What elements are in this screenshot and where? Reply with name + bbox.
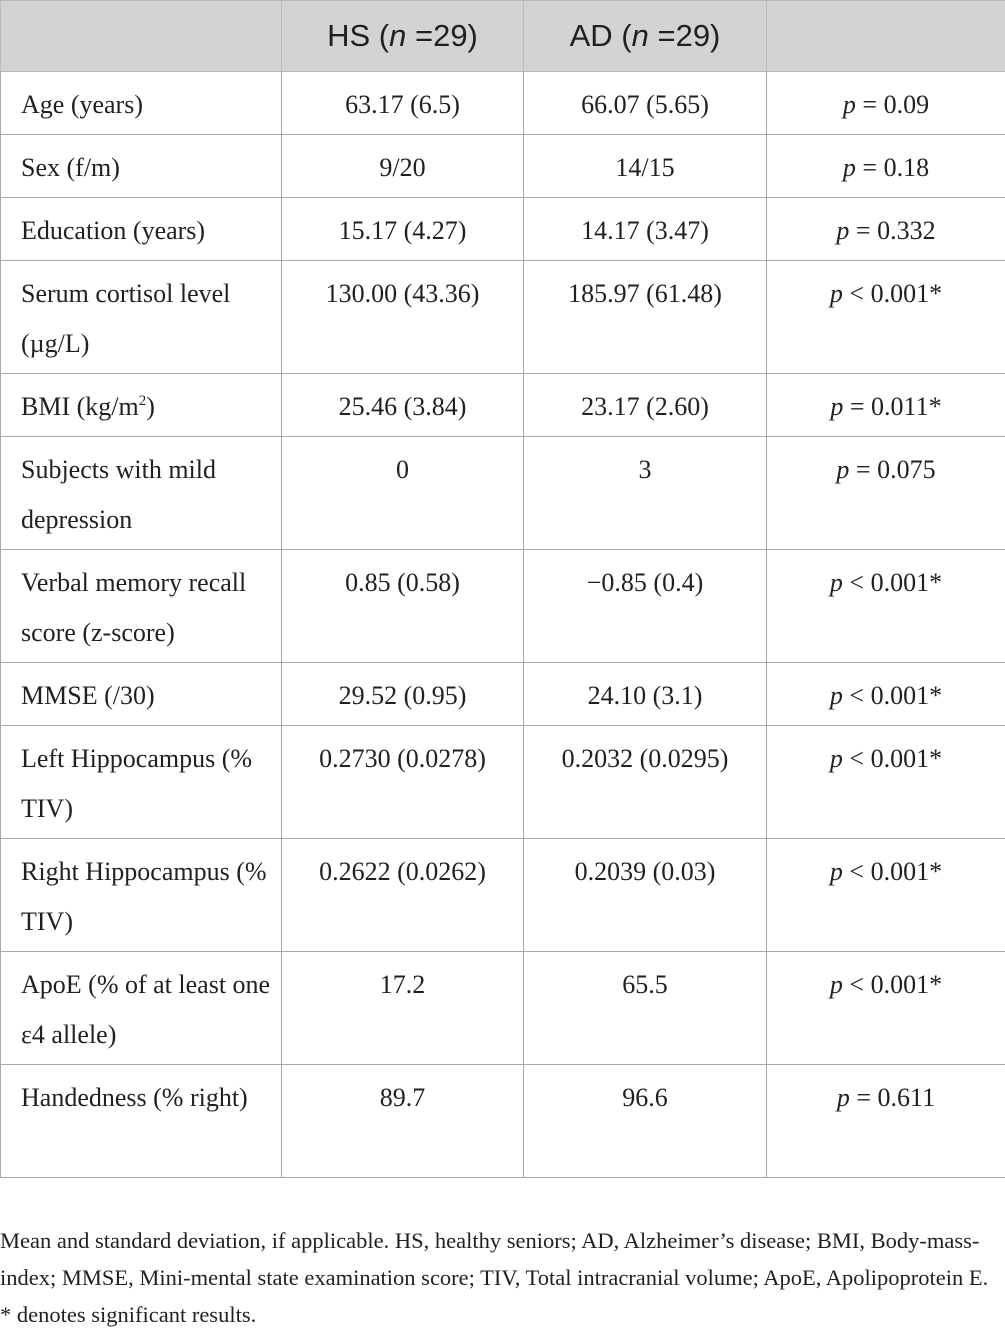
p-symbol: p <box>829 681 843 710</box>
row-label: Education (years) <box>1 198 282 261</box>
p-symbol: p <box>829 857 843 886</box>
row-label-text: BMI (kg/m <box>21 392 139 421</box>
row-label: Serum cortisol level (µg/L) <box>1 261 282 374</box>
hs-value: 0 <box>282 437 524 550</box>
ad-value: 24.10 (3.1) <box>524 663 767 726</box>
header-hs <box>282 1 524 72</box>
p-value <box>767 1065 1005 1178</box>
p-symbol: p <box>829 744 843 773</box>
p-text: = 0.18 <box>855 153 930 182</box>
p-value <box>767 839 1005 952</box>
ad-value: 14/15 <box>524 135 767 198</box>
table-row <box>1 135 1005 198</box>
row-label: MMSE (/30) <box>1 663 282 726</box>
p-value <box>767 726 1005 839</box>
ad-value: 96.6 <box>524 1065 767 1178</box>
ad-value: −0.85 (0.4) <box>524 550 767 663</box>
header-row <box>1 1 1005 72</box>
p-text: < 0.001* <box>842 970 943 999</box>
p-value <box>767 663 1005 726</box>
hs-value: 15.17 (4.27) <box>282 198 524 261</box>
row-label: Verbal memory recall score (z-score) <box>1 550 282 663</box>
p-text: < 0.001* <box>842 568 943 597</box>
table-row <box>1 198 1005 261</box>
hs-value: 0.2730 (0.0278) <box>282 726 524 839</box>
row-label: Right Hippocampus (% TIV) <box>1 839 282 952</box>
p-symbol: p <box>829 970 843 999</box>
table-row <box>1 437 1005 550</box>
p-text: = 0.332 <box>849 216 936 245</box>
ad-value: 23.17 (2.60) <box>524 374 767 437</box>
p-value <box>767 72 1005 135</box>
p-text: < 0.001* <box>842 744 943 773</box>
hs-value: 63.17 (6.5) <box>282 72 524 135</box>
row-label <box>1 374 282 437</box>
p-text: < 0.001* <box>842 857 943 886</box>
hs-value: 9/20 <box>282 135 524 198</box>
row-label: Age (years) <box>1 72 282 135</box>
hs-value: 89.7 <box>282 1065 524 1178</box>
p-value <box>767 261 1005 374</box>
header-empty-cell <box>1 1 282 72</box>
p-text: = 0.611 <box>849 1083 936 1112</box>
p-value <box>767 135 1005 198</box>
ad-value: 65.5 <box>524 952 767 1065</box>
p-value <box>767 198 1005 261</box>
hs-value: 29.52 (0.95) <box>282 663 524 726</box>
header-hs-label: HS ( <box>327 18 390 53</box>
header-hs-n: n <box>389 18 407 53</box>
hs-value: 0.2622 (0.0262) <box>282 839 524 952</box>
table-footnote: Mean and standard deviation, if applicable. HS, healthy seniors; AD, Alzheimer’s disease; BMI, Body-mass-index; MMSE, Mini-mental state examination score; TIV, Total intracranial volume; ApoE, Apolipoprotein E. * denotes significant results. <box>0 1228 989 1327</box>
header-p-value <box>767 1 1005 72</box>
table-row <box>1 1065 1005 1178</box>
row-label: Subjects with mild depression <box>1 437 282 550</box>
superscript: 2 <box>138 393 147 409</box>
header-ad <box>524 1 767 72</box>
ad-value: 3 <box>524 437 767 550</box>
row-label-close: ) <box>146 392 155 421</box>
ad-value: 0.2032 (0.0295) <box>524 726 767 839</box>
row-label: ApoE (% of at least one ε4 allele) <box>1 952 282 1065</box>
hs-value: 25.46 (3.84) <box>282 374 524 437</box>
hs-value: 130.00 (43.36) <box>282 261 524 374</box>
p-value <box>767 374 1005 437</box>
table-row <box>1 663 1005 726</box>
table-row <box>1 374 1005 437</box>
header-ad-count: =29) <box>648 18 721 53</box>
row-label: Sex (f/m) <box>1 135 282 198</box>
p-symbol: p <box>842 153 856 182</box>
ad-value: 185.97 (61.48) <box>524 261 767 374</box>
p-symbol: p <box>836 216 850 245</box>
p-symbol: p <box>836 455 850 484</box>
p-text: < 0.001* <box>842 681 943 710</box>
p-text: = 0.075 <box>849 455 936 484</box>
table-row <box>1 839 1005 952</box>
p-value <box>767 952 1005 1065</box>
hs-value: 17.2 <box>282 952 524 1065</box>
p-symbol: p <box>842 90 856 119</box>
header-ad-n: n <box>631 18 649 53</box>
p-text: = 0.011* <box>843 392 942 421</box>
table-row <box>1 550 1005 663</box>
p-symbol: p <box>836 1083 850 1112</box>
p-symbol: p <box>829 279 843 308</box>
header-hs-count: =29) <box>406 18 478 53</box>
p-value <box>767 550 1005 663</box>
table-row <box>1 726 1005 839</box>
ad-value: 14.17 (3.47) <box>524 198 767 261</box>
row-label: Left Hippocampus (% TIV) <box>1 726 282 839</box>
p-text: = 0.09 <box>855 90 930 119</box>
ad-value: 0.2039 (0.03) <box>524 839 767 952</box>
row-label: Handedness (% right) <box>1 1065 282 1178</box>
header-ad-label: AD ( <box>569 18 632 53</box>
p-symbol: p <box>830 392 844 421</box>
hs-value: 0.85 (0.58) <box>282 550 524 663</box>
ad-value: 66.07 (5.65) <box>524 72 767 135</box>
table-row <box>1 72 1005 135</box>
table-row <box>1 952 1005 1065</box>
table-row <box>1 261 1005 374</box>
p-symbol: p <box>829 568 843 597</box>
p-text: < 0.001* <box>842 279 943 308</box>
p-value <box>767 437 1005 550</box>
